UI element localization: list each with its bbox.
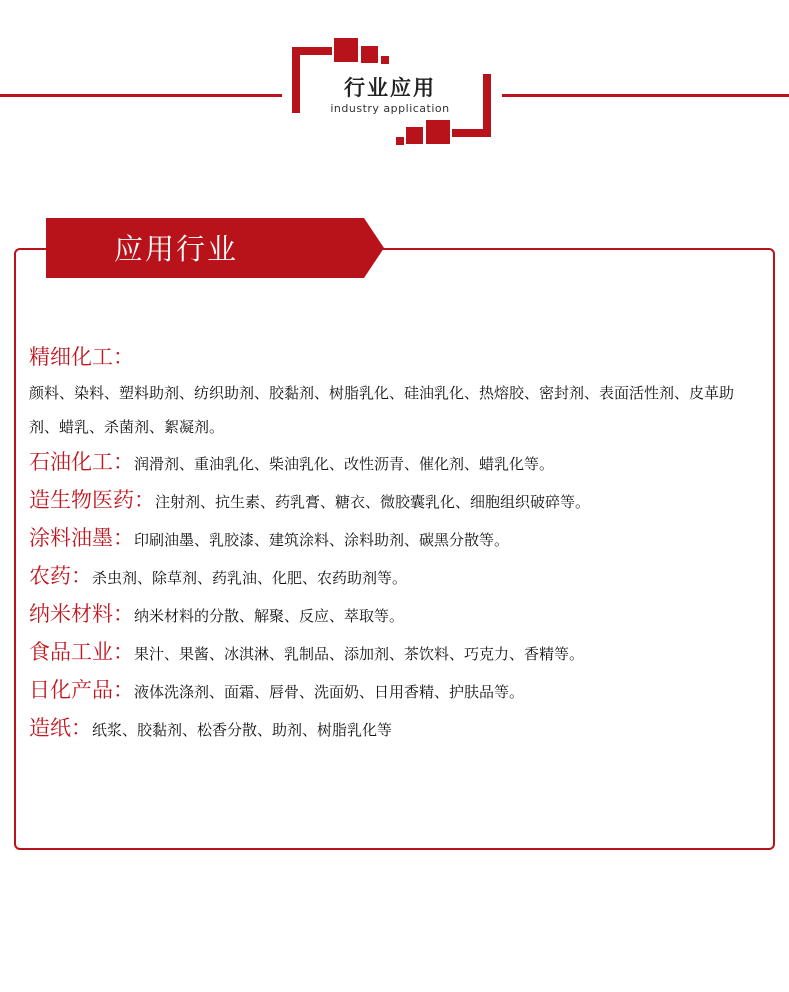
category-row-food-industry: [29, 634, 759, 672]
section-banner-label: 应用行业: [113, 232, 238, 266]
category-row-nanomaterials: [29, 596, 759, 634]
header-bracket-left-top: [292, 47, 332, 55]
decor-square: [334, 38, 358, 62]
category-name: 造纸：: [29, 716, 92, 740]
category-name: 食品工业：: [29, 640, 134, 664]
decor-square: [381, 56, 389, 64]
category-name: 造生物医药：: [29, 488, 155, 512]
category-items: 杀虫剂、除草剂、药乳油、化肥、农药助剂等。: [92, 569, 408, 587]
decor-square: [406, 127, 423, 144]
category-row-petrochemical: [29, 444, 759, 482]
category-name: 农药：: [29, 564, 92, 588]
category-row-pesticides: [29, 558, 759, 596]
header-bracket-right: [483, 74, 491, 137]
category-row-fine-chemicals: [29, 340, 759, 444]
category-items: 印刷油墨、乳胶漆、建筑涂料、涂料助剂、碳黑分散等。: [134, 531, 510, 549]
header-bracket-left: [292, 47, 300, 113]
decor-square: [396, 137, 404, 145]
category-items: 颜料、染料、塑料助剂、纺织助剂、胶黏剂、树脂乳化、硅油乳化、热熔胶、密封剂、表面活性剂、皮革助剂、蜡乳、杀菌剂、絮凝剂。: [29, 384, 735, 436]
category-items: 纸浆、胶黏剂、松香分散、助剂、树脂乳化等: [92, 721, 393, 739]
category-name: 精细化工：: [29, 345, 134, 369]
decor-square: [361, 46, 378, 63]
category-list: [29, 340, 759, 748]
category-items: 液体洗涤剂、面霜、唇骨、洗面奶、日用香精、护肤品等。: [134, 683, 525, 701]
page-subtitle: industry application: [330, 102, 450, 115]
category-name: 日化产品：: [29, 678, 134, 702]
category-items: 润滑剂、重油乳化、柴油乳化、改性沥青、催化剂、蜡乳化等。: [134, 455, 555, 473]
category-name: 涂料油墨：: [29, 526, 134, 550]
category-row-coatings-inks: [29, 520, 759, 558]
category-name: 纳米材料：: [29, 602, 134, 626]
header-bracket-right-bottom: [452, 129, 491, 137]
category-items: 注射剂、抗生素、药乳膏、糖衣、微胶囊乳化、细胞组织破碎等。: [155, 493, 591, 511]
category-row-biomedicine: [29, 482, 759, 520]
page-title: 行业应用: [344, 76, 436, 100]
category-row-papermaking: [29, 710, 759, 748]
category-items: 纳米材料的分散、解聚、反应、萃取等。: [134, 607, 405, 625]
header-divider-left: [0, 94, 282, 97]
category-row-daily-chemicals: [29, 672, 759, 710]
header-divider-right: [502, 94, 789, 97]
decor-square: [426, 120, 450, 144]
category-name: 石油化工：: [29, 450, 134, 474]
category-items: 果汁、果酱、冰淇淋、乳制品、添加剂、茶饮料、巧克力、香精等。: [134, 645, 585, 663]
